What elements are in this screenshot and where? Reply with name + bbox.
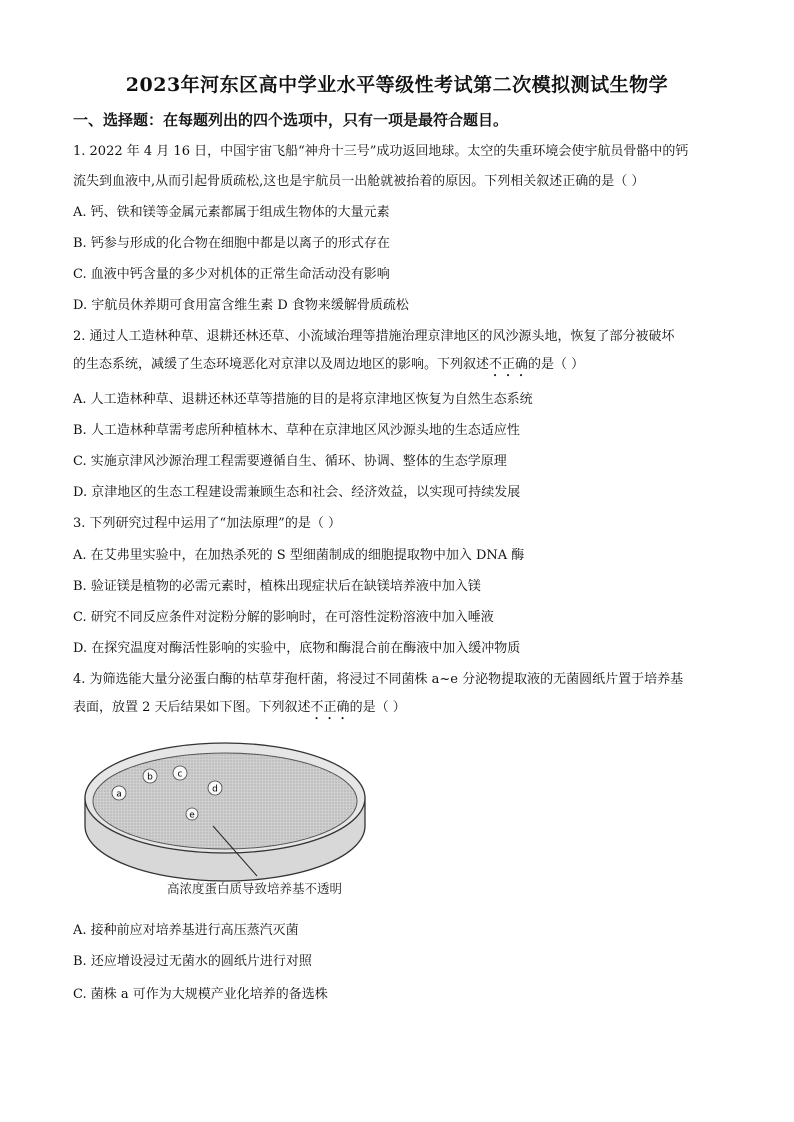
q2-stem-line2 xyxy=(73,356,584,380)
q2-option-a: A. 人工造林种草、退耕还林还草等措施的目的是将京津地区恢复为自然生态系统 xyxy=(73,392,533,407)
disc-a xyxy=(112,786,126,800)
q2-stem-line2-pre: 的生态系统，减缓了生态环境恶化对京津以及周边地区的影响。下列叙述 xyxy=(73,357,490,372)
disc-a-label: a xyxy=(116,789,122,800)
q1-stem-line2: 流失到血液中,从而引起骨质疏松,这也是宇航员一出舱就被抬着的原因。下列相关叙述正确的是（ ） xyxy=(73,174,645,189)
disc-c xyxy=(173,766,187,780)
q4-emphasis: 不正确 xyxy=(310,700,350,715)
q3-stem: 3. 下列研究过程中运用了“加法原理”的是（ ） xyxy=(73,516,341,531)
q4-stem-line2-post: 的是（ ） xyxy=(349,700,406,715)
q3-option-a: A. 在艾弗里实验中，在加热杀死的 S 型细菌制成的细胞提取物中加入 DNA 酶 xyxy=(73,548,525,563)
disc-d-label: d xyxy=(212,784,218,795)
q3-option-d: D. 在探究温度对酶活性影响的实验中，底物和酶混合前在酶液中加入缓冲物质 xyxy=(73,641,521,656)
q4-option-c: C. 菌株 a 可作为大规模产业化培养的备选株 xyxy=(73,987,328,1002)
agar-medium xyxy=(93,753,357,849)
section-heading: 一、选择题：在每题列出的四个选项中，只有一项是最符合题目。 xyxy=(73,111,509,129)
disc-c-label: c xyxy=(177,769,183,780)
page-title: 2023年河东区高中学业水平等级性考试第二次模拟测试生物学 xyxy=(125,74,669,96)
q4-option-b: B. 还应增设浸过无菌水的圆纸片进行对照 xyxy=(73,954,312,969)
q3-option-b: B. 验证镁是植物的必需元素时，植株出现症状后在缺镁培养液中加入镁 xyxy=(73,579,481,594)
disc-b-label: b xyxy=(147,772,153,783)
figure-caption: 高浓度蛋白质导致培养基不透明 xyxy=(167,881,343,896)
disc-e xyxy=(186,808,198,821)
q1-option-c: C. 血液中钙含量的多少对机体的正常生命活动没有影响 xyxy=(73,267,390,282)
q2-emphasis: 不正确 xyxy=(489,357,529,372)
q2-option-b: B. 人工造林种草需考虑所种植林木、草种在京津地区风沙源头地的生态适应性 xyxy=(73,423,520,438)
q2-option-c: C. 实施京津风沙源治理工程需要遵循自生、循环、协调、整体的生态学原理 xyxy=(73,454,507,469)
q2-stem-line1: 2. 通过人工造林种草、退耕还林还草、小流域治理等措施治理京津地区的风沙源头地，恢复了部分被破坏 xyxy=(73,329,675,344)
q1-option-b: B. 钙参与形成的化合物在细胞中都是以离子的形式存在 xyxy=(73,236,390,251)
q4-stem-line2-pre: 表面，放置 2 天后结果如下图。下列叙述 xyxy=(73,700,311,715)
q1-option-a: A. 钙、铁和镁等金属元素都属于组成生物体的大量元素 xyxy=(73,205,390,220)
q3-option-c: C. 研究不同反应条件对淀粉分解的影响时，在可溶性淀粉溶液中加入唾液 xyxy=(73,610,494,625)
q4-option-a: A. 接种前应对培养基进行高压蒸汽灭菌 xyxy=(73,923,299,938)
q2-stem-line2-post: 的是（ ） xyxy=(528,357,585,372)
q2-option-d: D. 京津地区的生态工程建设需兼顾生态和社会、经济效益，以实现可持续发展 xyxy=(73,485,521,500)
q4-stem-line1: 4. 为筛选能大量分泌蛋白酶的枯草芽孢杆菌，将浸过不同菌株 a~e 分泌物提取液的无菌圆纸片置于培养基 xyxy=(73,672,684,687)
q1-stem-line1: 1. 2022 年 4 月 16 日，中国宇宙飞船“神舟十三号”成功返回地球。太空的失重环境会使宇航员骨骼中的钙 xyxy=(73,144,689,159)
disc-e-label: e xyxy=(189,810,195,821)
disc-b xyxy=(143,769,157,783)
q1-option-d: D. 宇航员休养期可食用富含维生素 D 食物来缓解骨质疏松 xyxy=(73,298,409,313)
q4-stem-line2 xyxy=(73,699,406,723)
disc-d xyxy=(208,781,222,795)
